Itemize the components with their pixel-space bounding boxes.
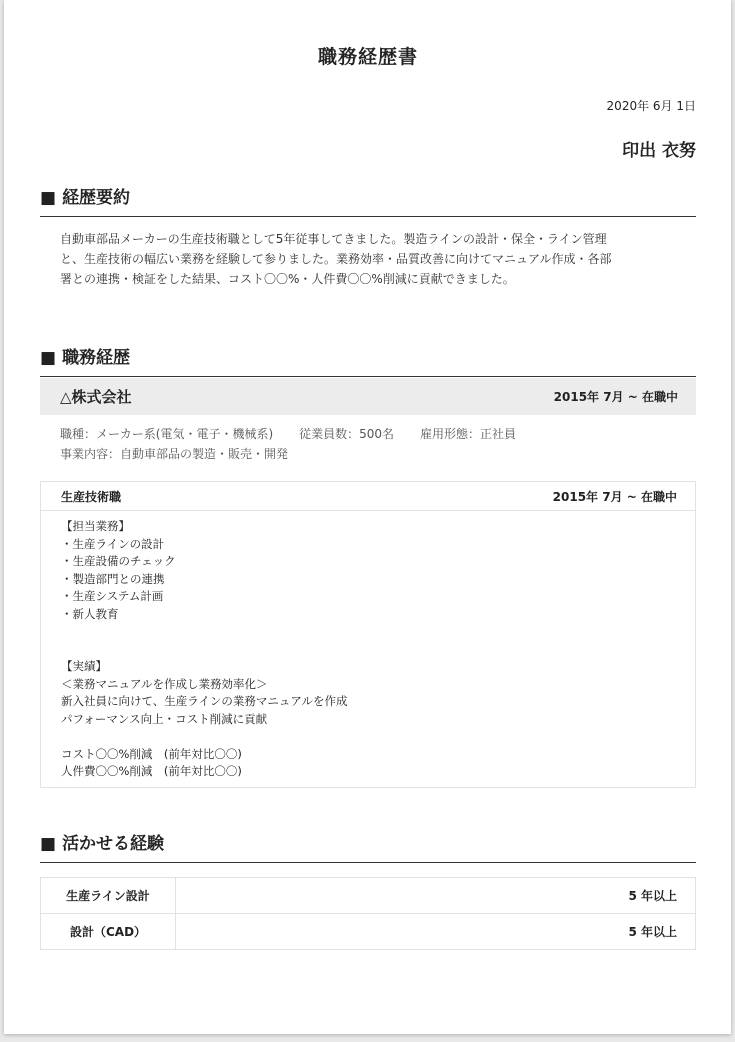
applicant-name: 印出 衣努 bbox=[622, 141, 696, 161]
metric-item: コスト〇〇%削減 (前年対比〇〇) bbox=[61, 746, 242, 761]
skill-name: 生産ライン設計 bbox=[41, 878, 176, 914]
duty-item: ・製造部門との連携 bbox=[61, 571, 165, 586]
skill-years: 5 年以上 bbox=[176, 914, 696, 950]
summary-line: 署との連携・検証をした結果、コスト〇〇%・人件費〇〇%削減に貢献できました。 bbox=[60, 272, 515, 286]
skill-name: 設計（CAD） bbox=[41, 914, 176, 950]
document-date: 2020年 6月 1日 bbox=[606, 99, 696, 113]
summary-text bbox=[60, 229, 682, 289]
square-bullet-icon: ■ bbox=[40, 348, 57, 368]
company-header bbox=[40, 378, 696, 415]
duty-item: ・生産ラインの設計 bbox=[61, 536, 165, 551]
company-name: △株式会社 bbox=[60, 388, 132, 406]
skill-years: 5 年以上 bbox=[176, 878, 696, 914]
job-period: 2015年 7月 ~ 在職中 bbox=[552, 489, 677, 504]
company-industry: 職種：メーカー系(電気・電子・機械系) bbox=[60, 427, 274, 441]
job-body bbox=[41, 511, 695, 781]
company-details bbox=[60, 424, 680, 464]
results-label: 【実績】 bbox=[61, 659, 107, 673]
job-box bbox=[40, 481, 696, 788]
duty-item: ・生産システム計画 bbox=[61, 589, 164, 603]
summary-heading bbox=[40, 183, 696, 217]
summary-line: 自動車部品メーカーの生産技術職として5年従事してきました。製造ラインの設計・保全・ライン管理 bbox=[60, 232, 607, 246]
duties-label: 【担当業務】 bbox=[61, 519, 130, 533]
company-employees: 従業員数：500名 bbox=[299, 427, 395, 441]
company-employment-type: 雇用形態：正社員 bbox=[420, 427, 517, 441]
square-bullet-icon: ■ bbox=[40, 188, 57, 208]
company-period: 2015年 7月 ~ 在職中 bbox=[553, 390, 678, 404]
skills-heading bbox=[40, 829, 696, 863]
company-meta-line bbox=[60, 424, 680, 444]
table-row bbox=[41, 878, 696, 914]
resume-paper bbox=[4, 0, 731, 1034]
duty-item: ・新人教育 bbox=[61, 606, 119, 621]
history-heading-label: 職務経歴 bbox=[62, 348, 131, 368]
summary-heading-label: 経歴要約 bbox=[62, 188, 131, 208]
skills-heading-label: 活かせる経験 bbox=[62, 834, 165, 854]
result-item: パフォーマンス向上・コスト削減に貢献 bbox=[61, 711, 268, 726]
job-header bbox=[41, 482, 695, 511]
duty-item: ・生産設備のチェック bbox=[61, 554, 176, 568]
job-title: 生産技術職 bbox=[61, 489, 122, 504]
metric-item: 人件費〇〇%削減 (前年対比〇〇) bbox=[61, 764, 242, 778]
history-heading bbox=[40, 343, 696, 377]
result-item: ＜業務マニュアルを作成し業務効率化＞ bbox=[61, 676, 268, 691]
square-bullet-icon: ■ bbox=[40, 834, 57, 854]
result-item: 新入社員に向けて、生産ラインの業務マニュアルを作成 bbox=[61, 694, 348, 708]
company-business: 事業内容：自動車部品の製造・販売・開発 bbox=[60, 447, 289, 461]
table-row bbox=[41, 914, 696, 950]
summary-line: と、生産技術の幅広い業務を経験して参りました。業務効率・品質改善に向けてマニュアル作成・各部 bbox=[60, 252, 612, 266]
document-title: 職務経歴書 bbox=[317, 46, 418, 68]
skills-table bbox=[40, 877, 696, 950]
